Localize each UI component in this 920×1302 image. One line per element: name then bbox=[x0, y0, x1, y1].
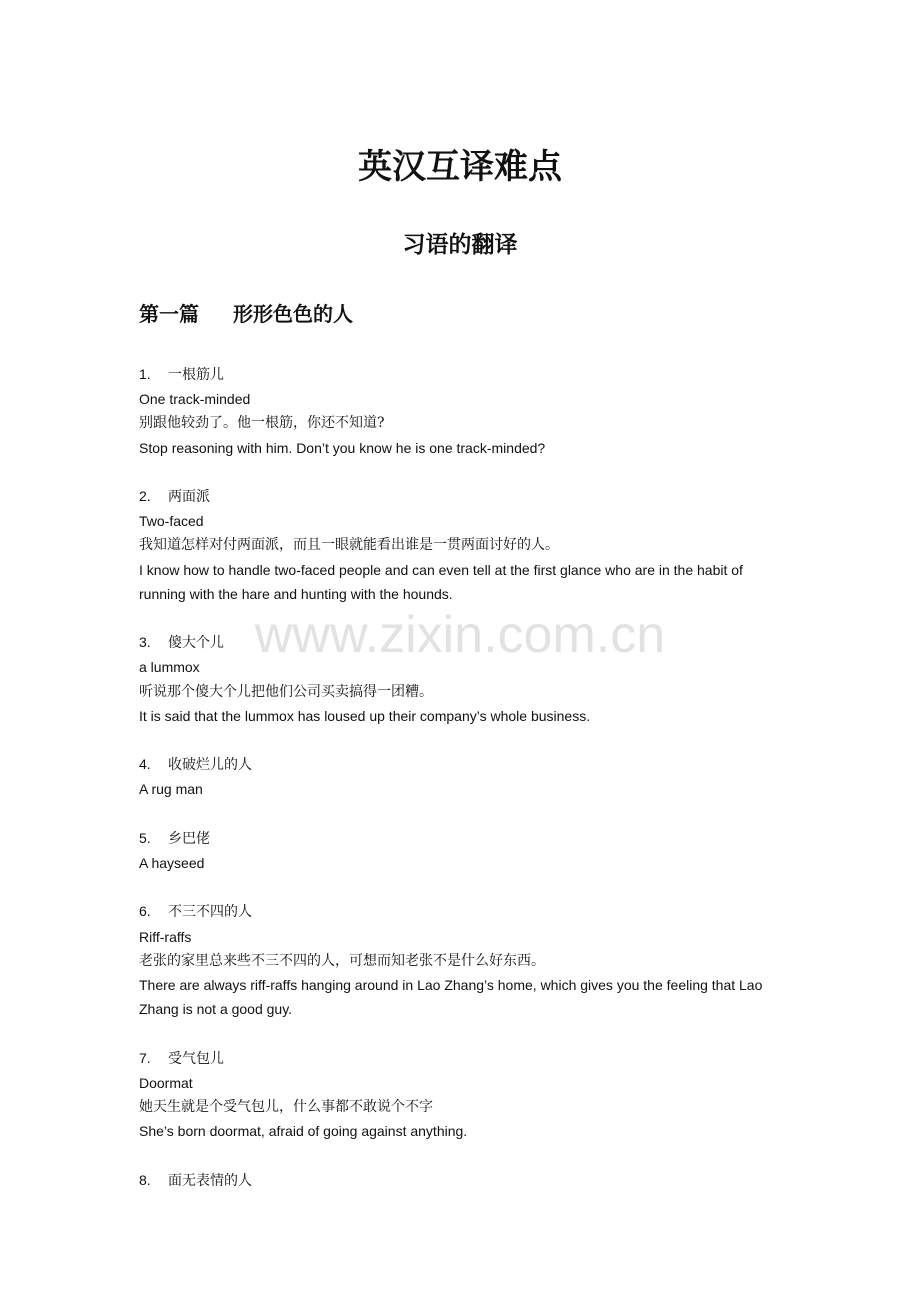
idiom-term: 两面派 bbox=[168, 489, 210, 505]
idiom-entry-7 bbox=[139, 1046, 789, 1168]
idiom-example-zh: 她天生就是个受气包儿，什么事都不敢说个不字 bbox=[139, 1099, 433, 1115]
idiom-heading bbox=[139, 484, 789, 509]
idiom-example-zh: 老张的家里总来些不三不四的人，可想而知老张不是什么好东西。 bbox=[139, 952, 545, 969]
idiom-term: 受气包儿 bbox=[168, 1050, 224, 1067]
idiom-heading bbox=[139, 899, 789, 924]
idiom-heading bbox=[139, 752, 789, 777]
idiom-example-en: I know how to handle two-faced people and can even tell at the first glance who are in the habit of running with the hare and hunting with the hounds. bbox=[139, 561, 743, 602]
idiom-translation: Two-faced bbox=[139, 513, 204, 530]
idiom-entry-8 bbox=[139, 1168, 789, 1193]
idiom-term: 一根筋儿 bbox=[168, 367, 224, 383]
idiom-translation: One track-minded bbox=[139, 391, 251, 408]
idiom-number: 7. bbox=[139, 1049, 151, 1066]
idiom-number: 8. bbox=[139, 1171, 151, 1188]
idiom-term: 不三不四的人 bbox=[168, 904, 252, 921]
idiom-entry-4 bbox=[139, 752, 789, 826]
idiom-entry-5 bbox=[139, 826, 789, 900]
idiom-term: 收破烂儿的人 bbox=[168, 757, 252, 774]
idiom-term: 乡巴佬 bbox=[168, 830, 210, 847]
idiom-heading bbox=[139, 1168, 789, 1193]
idiom-term: 面无表情的人 bbox=[168, 1172, 252, 1189]
idiom-example-en: It is said that the lummox has loused up their company’s whole business. bbox=[139, 707, 591, 724]
section-heading bbox=[139, 298, 353, 330]
idiom-number: 3. bbox=[139, 634, 151, 651]
idiom-translation: Doormat bbox=[139, 1074, 193, 1091]
section-name: 形形色色的人 bbox=[233, 302, 353, 326]
idiom-list bbox=[139, 362, 789, 1193]
idiom-number: 6. bbox=[139, 903, 151, 920]
watermark-text: www.zixin.com.cn bbox=[254, 606, 666, 664]
idiom-number: 4. bbox=[139, 756, 151, 773]
idiom-translation: a lummox bbox=[139, 659, 200, 676]
idiom-example-en: She’s born doormat, afraid of going against anything. bbox=[139, 1123, 468, 1140]
idiom-example-zh: 别跟他较劲了。他一根筋，你还不知道? bbox=[139, 415, 385, 432]
idiom-translation: A rug man bbox=[139, 781, 203, 798]
idiom-entry-2 bbox=[139, 484, 789, 630]
idiom-entry-3 bbox=[139, 630, 789, 752]
idiom-heading bbox=[139, 362, 789, 387]
idiom-example-zh: 我知道怎样对付两面派，而且一眼就能看出谁是一贯两面讨好的人。 bbox=[139, 537, 559, 554]
idiom-number: 1. bbox=[139, 366, 151, 382]
idiom-number: 5. bbox=[139, 829, 151, 846]
idiom-entry-1 bbox=[139, 362, 789, 484]
idiom-term: 傻大个儿 bbox=[168, 635, 224, 652]
idiom-translation: Riff-raffs bbox=[139, 928, 192, 945]
idiom-example-zh: 听说那个傻大个儿把他们公司买卖搞得一团糟。 bbox=[139, 683, 433, 700]
document-subtitle: 习语的翻译 bbox=[402, 232, 518, 258]
idiom-heading bbox=[139, 826, 789, 851]
idiom-heading bbox=[139, 630, 789, 655]
idiom-heading bbox=[139, 1046, 789, 1071]
section-number: 第一篇 bbox=[139, 302, 199, 326]
idiom-entry-6 bbox=[139, 899, 789, 1045]
idiom-translation: A hayseed bbox=[139, 855, 205, 871]
document-title: 英汉互译难点 bbox=[358, 147, 562, 187]
idiom-example-en: Stop reasoning with him. Don’t you know he is one track-minded? bbox=[139, 439, 546, 456]
idiom-number: 2. bbox=[139, 488, 151, 504]
idiom-example-en: There are always riff-raffs hanging around in Lao Zhang’s home, which gives you the feeling that Lao Zhang is not a good guy. bbox=[139, 977, 763, 1018]
